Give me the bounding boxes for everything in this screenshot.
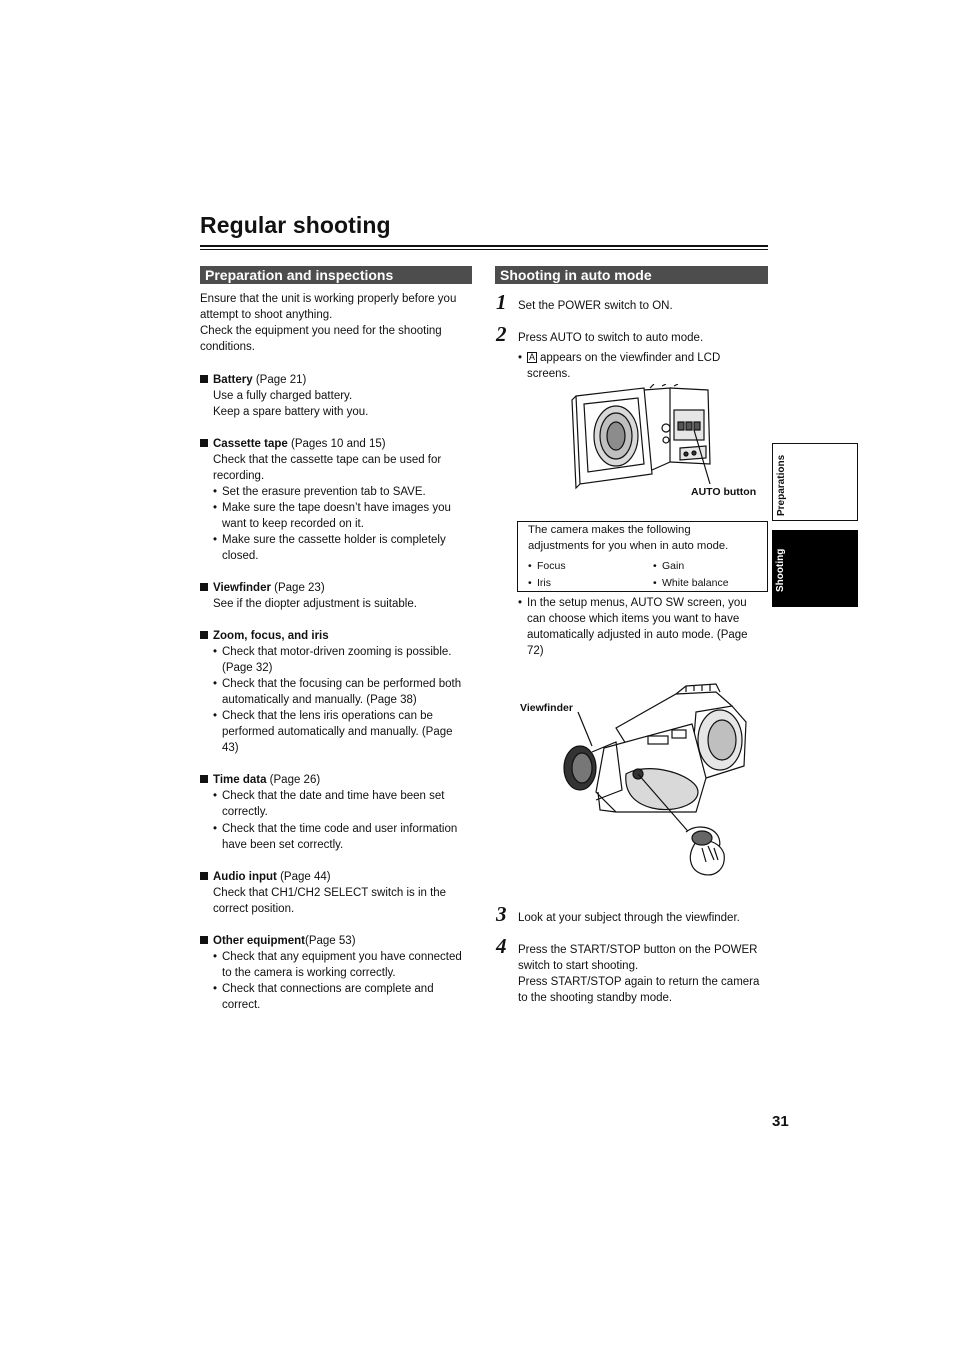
- list-item: [213, 949, 472, 981]
- title-rule-thin: [200, 249, 768, 250]
- side-tab-preparations[interactable]: [772, 443, 858, 521]
- page-reference: (Page 21): [252, 374, 307, 386]
- square-bullet-icon: [200, 872, 208, 880]
- list-item-text: • Check that the focusing can be performed both: [222, 678, 462, 690]
- square-bullet-icon: [200, 775, 208, 783]
- square-bullet-icon: [200, 583, 208, 591]
- list-item-text: • Check that the date and time have been set: [222, 790, 445, 802]
- list-item-text: to the camera is working correctly.: [222, 967, 396, 979]
- note-text: 72): [527, 645, 544, 657]
- item-heading: Cassette tape: [213, 438, 288, 450]
- list-item-text: screens.: [527, 368, 571, 380]
- zoom-section: [200, 628, 472, 756]
- list-item-text: • Check that connections are complete and: [222, 983, 434, 995]
- page-reference: (Page 26): [266, 774, 321, 786]
- box-list-item: • Focus: [528, 558, 566, 574]
- camera-viewfinder-illustration: [556, 682, 752, 882]
- side-tab-shooting[interactable]: [772, 530, 858, 607]
- note-text: can choose which items you want to have: [527, 613, 740, 625]
- list-item: [213, 484, 472, 500]
- item-heading: Other equipment: [213, 935, 306, 947]
- step-text: switch to start shooting.: [518, 960, 639, 972]
- intro-line: Check the equipment you need for the shooting: [200, 325, 442, 337]
- item-text: Check that CH1/CH2 SELECT switch is in the: [213, 887, 447, 899]
- intro-paragraph: [200, 291, 472, 355]
- item-heading: Zoom, focus, and iris: [213, 630, 329, 642]
- item-heading: Viewfinder: [213, 582, 271, 594]
- section-heading-auto-mode: Shooting in auto mode: [495, 266, 768, 284]
- step-text: Press the START/STOP button on the POWER: [518, 944, 758, 956]
- setup-note: [518, 595, 768, 659]
- list-item-text: • Check that the lens iris operations can be: [222, 710, 433, 722]
- step-text: Press AUTO to switch to auto mode.: [518, 332, 704, 344]
- list-item: [213, 676, 472, 708]
- auto-mode-info-box: [517, 521, 768, 592]
- list-item-text: performed automatically and manually. (Page: [222, 726, 453, 738]
- section-heading-preparation: Preparation and inspections: [200, 266, 472, 284]
- list-item: [213, 708, 472, 756]
- item-heading: Time data: [213, 774, 267, 786]
- list-item-text: • Check that the time code and user information: [222, 823, 458, 835]
- page-number: 31: [772, 1113, 789, 1130]
- note-text: • In the setup menus, AUTO SW screen, you: [527, 597, 747, 609]
- square-bullet-icon: [200, 439, 208, 447]
- step-text: Set the POWER switch to ON.: [518, 300, 673, 312]
- list-item-text: correctly.: [222, 806, 268, 818]
- list-item-text: want to keep recorded on it.: [222, 518, 364, 530]
- step-text: to the shooting standby mode.: [518, 992, 673, 1004]
- figure-label: Viewfinder: [520, 702, 573, 714]
- step-number: 3: [496, 902, 507, 926]
- step-bullet: [518, 350, 768, 382]
- list-item: [213, 981, 472, 1013]
- note-text: automatically adjusted in auto mode. (Page: [527, 629, 748, 641]
- page-reference: (Page 44): [276, 871, 331, 883]
- square-bullet-icon: [200, 631, 208, 639]
- box-list-item: • Iris: [528, 575, 551, 591]
- square-bullet-icon: [200, 375, 208, 383]
- viewfinder-section: [200, 580, 472, 612]
- list-item-text: 43): [222, 742, 239, 754]
- figure-label: AUTO button: [691, 486, 757, 498]
- side-tab-label: Preparations: [776, 454, 787, 516]
- side-tab-label: Shooting: [775, 548, 786, 592]
- step-text: Look at your subject through the viewfinder.: [518, 912, 740, 924]
- auto-mode-icon: A: [529, 352, 536, 362]
- item-text: See if the diopter adjustment is suitable.: [213, 598, 417, 610]
- time-data-section: [200, 772, 472, 853]
- camera-front-illustration: [570, 384, 765, 500]
- box-list-item: • Gain: [653, 558, 684, 574]
- list-item-text: • Set the erasure prevention tab to SAVE.: [222, 486, 426, 498]
- list-item: [213, 532, 472, 564]
- intro-line: attempt to shoot anything.: [200, 309, 333, 321]
- battery-section: [200, 372, 472, 420]
- page-reference: (Pages 10 and 15): [287, 438, 386, 450]
- item-heading: Battery: [213, 374, 253, 386]
- step-number: 1: [496, 290, 507, 314]
- item-heading: Audio input: [213, 871, 277, 883]
- list-item-text: closed.: [222, 550, 259, 562]
- list-item-text: automatically and manually. (Page 38): [222, 694, 417, 706]
- item-text: Check that the cassette tape can be used for: [213, 454, 442, 466]
- step-text-block: [518, 942, 768, 1006]
- list-item-text: • Check that any equipment you have connected: [222, 951, 462, 963]
- step-number: 2: [496, 322, 507, 346]
- cassette-section: [200, 436, 472, 564]
- list-item-text: have been set correctly.: [222, 839, 344, 851]
- item-text: Keep a spare battery with you.: [213, 406, 369, 418]
- list-item-text: (Page 32): [222, 662, 273, 674]
- item-text: correct position.: [213, 903, 295, 915]
- item-text: Use a fully charged battery.: [213, 390, 353, 402]
- title-rule: [200, 245, 768, 247]
- box-text: The camera makes the following: [528, 524, 691, 536]
- step-text: Press START/STOP again to return the camera: [518, 976, 760, 988]
- list-item-text: • Check that motor-driven zooming is possible.: [222, 646, 452, 658]
- intro-line: Ensure that the unit is working properly before you: [200, 293, 457, 305]
- list-item: [213, 644, 472, 676]
- step-number: 4: [496, 934, 507, 958]
- other-equipment-section: [200, 933, 472, 1013]
- intro-line: conditions.: [200, 341, 255, 353]
- box-text: adjustments for you when in auto mode.: [528, 540, 729, 552]
- list-item: [213, 821, 472, 853]
- page-reference: (Page 23): [270, 582, 325, 594]
- list-item-text: correct.: [222, 999, 261, 1011]
- list-item: [213, 500, 472, 532]
- list-item-text: • Make sure the tape doesn’t have images you: [222, 502, 451, 514]
- list-item-text: appears on the viewfinder and LCD: [540, 352, 721, 364]
- square-bullet-icon: [200, 936, 208, 944]
- list-item-text: • Make sure the cassette holder is completely: [222, 534, 446, 546]
- page-title: Regular shooting: [200, 212, 391, 238]
- page-reference: (Page 53): [305, 935, 356, 947]
- audio-section: [200, 869, 472, 917]
- box-list-item: • White balance: [653, 575, 729, 591]
- item-text: recording.: [213, 470, 265, 482]
- list-item: [213, 788, 472, 820]
